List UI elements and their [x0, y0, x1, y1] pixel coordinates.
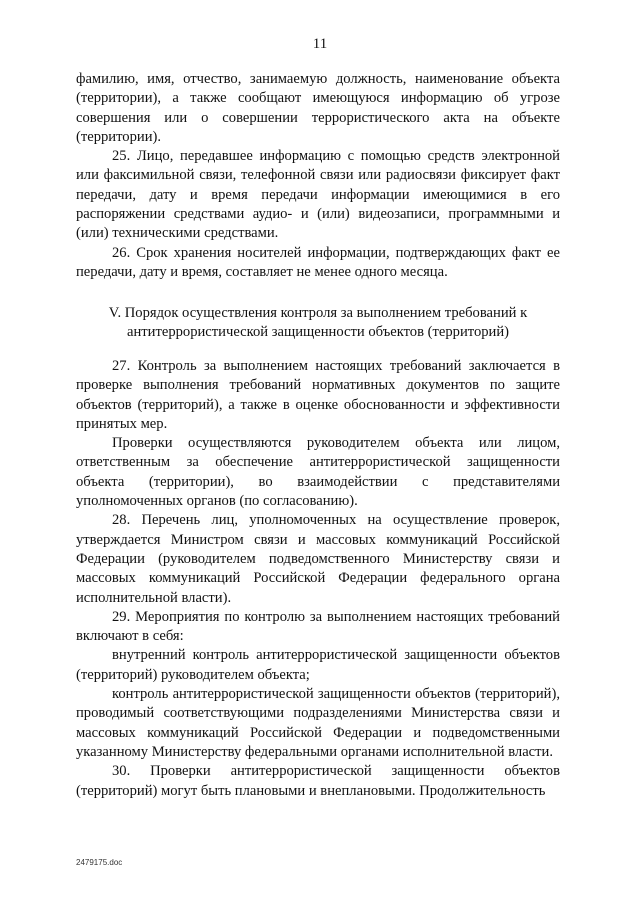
section-heading-line-2: антитеррористической защищенности объектов (территорий) — [126, 324, 510, 341]
paragraph-30: 30. Проверки антитеррористической защищенности объектов (территорий) могут быть плановыми и внеплановыми. Продолжительность — [76, 763, 560, 799]
document-body-bottom — [76, 357, 560, 801]
paragraph-ministry-control: контроль антитеррористической защищенности объектов (территорий), проводимый соответствующими подразделениями Министерства связи и массовых коммуникаций Российской Федерации и подведомственными указанному Министерству федеральными органами исполнительной власти. — [76, 686, 560, 760]
document-body-top — [76, 70, 560, 282]
section-heading-line-1: V. Порядок осуществления контроля за выполнением требований к — [108, 305, 528, 321]
paragraph-27: 27. Контроль за выполнением настоящих требований заключается в проверке выполнения требований нормативных документов по защите объектов (территорий), а также в оценке обоснованности и эффективности принятых мер. — [76, 358, 560, 432]
paragraph-28: 28. Перечень лиц, уполномоченных на осуществление проверок, утверждается Министром связи и массовых коммуникаций Российской Федерации (руководителем подведомственного Министерству связи и массовых коммуникаций Российской Федерации федерального органа исполнительной власти). — [76, 512, 560, 606]
paragraph-26: 26. Срок хранения носителей информации, подтверждающих факт ее передачи, дату и время, составляет не менее одного месяца. — [76, 244, 560, 280]
paragraph-25: 25. Лицо, передавшее информацию с помощью средств электронной или факсимильной связи, телефонной связи или радиосвязи фиксирует факт передачи, дату и время передачи информации имеющимися в его распоряжении средствами аудио- и (или) видеозаписи, программными и (или) техническими средствами. — [76, 148, 560, 242]
paragraph-inspections: Проверки осуществляются руководителем объекта или лицом, ответственным за обеспечение антитеррористической защищенности объекта (территории), во взаимодействии с представителями уполномоченных органов (по согласованию). — [76, 435, 560, 510]
paragraph-internal-control: внутренний контроль антитеррористической защищенности объектов (территорий) руководителем объекта; — [76, 647, 560, 683]
page-number: 11 — [312, 36, 328, 52]
section-heading — [76, 304, 560, 343]
footer-filename: 2479175.doc — [76, 858, 123, 867]
paragraph-continuation: фамилию, имя, отчество, занимаемую должность, наименование объекта (территории), а также сообщают имеющуюся информацию об угрозе совершения или о совершении террористического акта на объекте (территории). — [76, 71, 560, 145]
paragraph-29: 29. Мероприятия по контролю за выполнением настоящих требований включают в себя: — [76, 608, 560, 645]
